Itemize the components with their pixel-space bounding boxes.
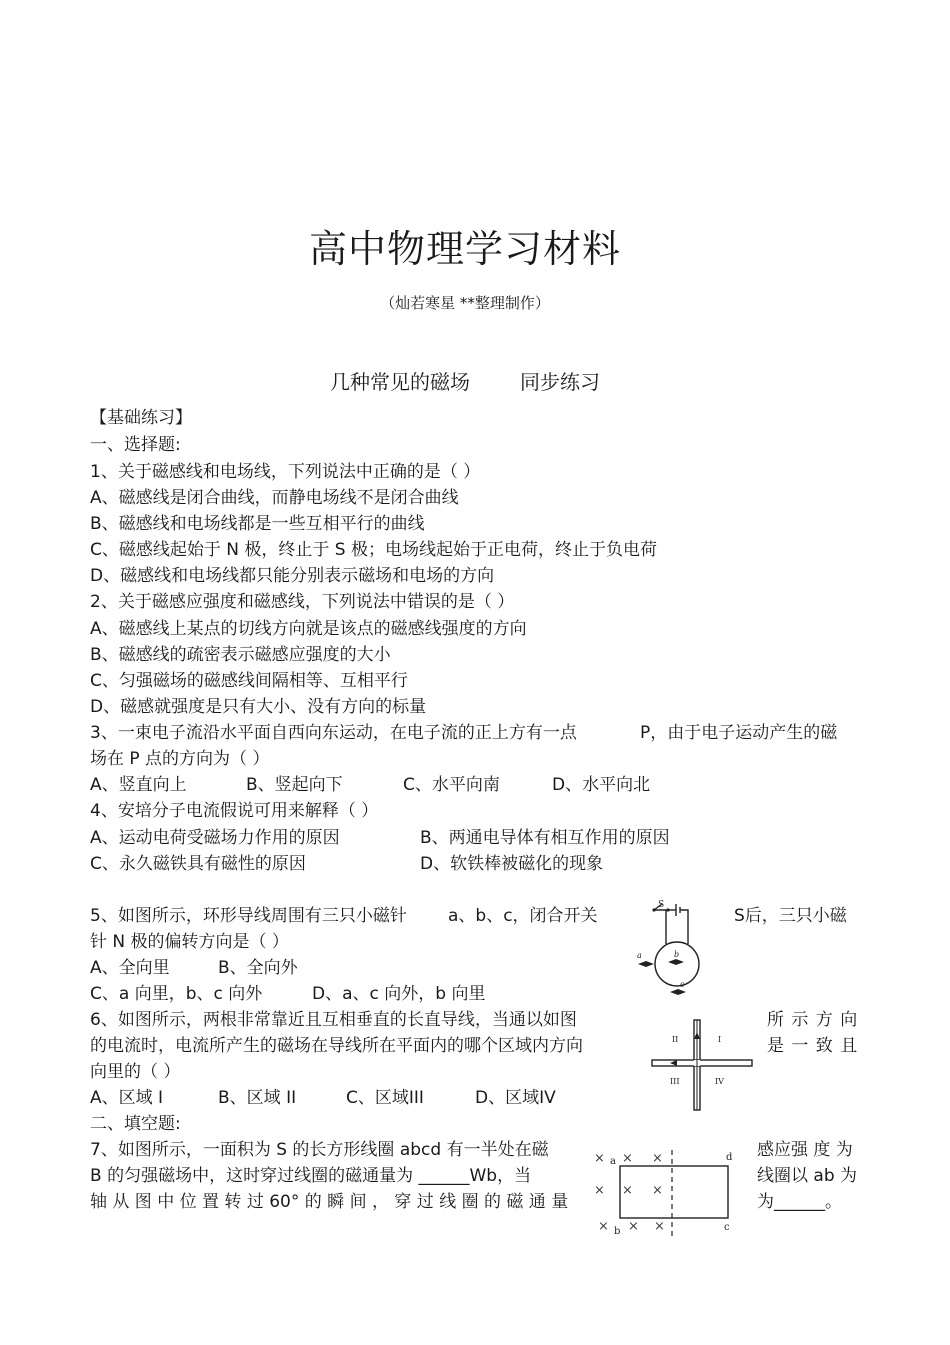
- corner-d-label: d: [726, 1152, 733, 1163]
- page-subtitle: （灿若寒星 **整理制作）: [380, 294, 550, 312]
- section-title-suffix: 同步练习: [520, 370, 600, 394]
- question-1-option-d: D、磁感线和电场线都只能分别表示磁场和电场的方向: [90, 566, 495, 586]
- needle-b-label: b: [674, 950, 680, 959]
- corner-a-label: a: [610, 1156, 616, 1167]
- question-5-line-1: 5、如图所示，环形导线周围有三只小磁针: [90, 906, 407, 926]
- question-1-option-a: A、磁感线是闭合曲线，而静电场线不是闭合曲线: [90, 488, 459, 508]
- coil-in-field-figure: [588, 1142, 748, 1242]
- question-4: 4、安培分子电流假说可用来解释（ ）: [90, 801, 379, 821]
- question-3-line-1: 3、一束电子流沿水平面自西向东运动，在电子流的正上方有一点: [90, 723, 577, 743]
- question-7-line-1: 7、如图所示，一面积为 S 的长方形线圈 abcd 有一半处在磁: [90, 1140, 549, 1160]
- question-2-option-b: B、磁感线的疏密表示磁感应强度的大小: [90, 645, 391, 665]
- question-4-option-a: A、运动电荷受磁场力作用的原因: [90, 828, 340, 848]
- field-cross-mark: ×: [598, 1219, 609, 1234]
- region-4-label: IV: [715, 1077, 724, 1086]
- field-cross-mark: ×: [622, 1151, 633, 1166]
- question-3-option-b: B、竖起向下: [246, 775, 343, 795]
- question-3-line-1-end: P，由于电子运动产生的磁: [640, 723, 838, 743]
- field-cross-mark: ×: [628, 1219, 639, 1234]
- question-5-line-1-end: S后，三只小磁: [734, 906, 847, 926]
- question-2-option-a: A、磁感线上某点的切线方向就是该点的磁感线强度的方向: [90, 619, 527, 639]
- question-4-option-d: D、软铁棒被磁化的现象: [420, 854, 604, 874]
- question-6-option-a: A、区域 I: [90, 1088, 164, 1108]
- question-2-option-c: C、匀强磁场的磁感线间隔相等、互相平行: [90, 671, 408, 691]
- corner-c-label: c: [724, 1222, 730, 1233]
- field-cross-mark: ×: [594, 1183, 605, 1198]
- field-cross-mark: ×: [594, 1151, 605, 1166]
- question-7-line-2-end: 线圈以 ab 为: [757, 1166, 858, 1186]
- question-6-line-2-end: 是 一 致 且: [767, 1036, 859, 1056]
- question-7-line-3: 轴 从 图 中 位 置 转 过 60° 的 瞬 间 ， 穿 过 线 圈 的 磁 通 量: [90, 1192, 569, 1212]
- question-5-line-1-mid: a、b、c，闭合开关: [448, 906, 598, 926]
- crossed-wires-figure: [648, 1016, 758, 1116]
- field-cross-mark: ×: [652, 1183, 663, 1198]
- switch-label: S: [658, 900, 665, 910]
- question-1-option-c: C、磁感线起始于 N 极，终止于 S 极；电场线起始于正电荷，终止于负电荷: [90, 540, 657, 560]
- needle-c-label: c: [680, 980, 685, 989]
- part-one-heading: 一、选择题:: [90, 435, 181, 455]
- question-3-option-d: D、水平向北: [552, 775, 651, 795]
- question-6-line-1-end: 所 示 方 向: [767, 1010, 859, 1030]
- section-title: 几种常见的磁场: [330, 370, 470, 394]
- section-label-jichu: 【基础练习】: [90, 408, 192, 428]
- question-5-option-c: C、a 向里，b、c 向外: [90, 984, 263, 1004]
- question-4-option-c: C、永久磁铁具有磁性的原因: [90, 854, 306, 874]
- question-6-option-b: B、区域 II: [218, 1088, 297, 1108]
- corner-b-label: b: [614, 1226, 621, 1237]
- question-5-option-b: B、全向外: [218, 958, 298, 978]
- question-3-line-2: 场在 P 点的方向为（ ）: [90, 749, 270, 769]
- question-1-option-b: B、磁感线和电场线都是一些互相平行的曲线: [90, 514, 425, 534]
- question-1: 1、关于磁感线和电场线，下列说法中正确的是（ ）: [90, 462, 481, 482]
- page-title: 高中物理学习材料: [308, 227, 621, 271]
- region-3-label: III: [670, 1077, 680, 1086]
- question-6-line-1: 6、如图所示，两根非常靠近且互相垂直的长直导线，当通以如图: [90, 1010, 577, 1030]
- question-7-line-2: B 的匀强磁场中，这时穿过线圈的磁通量为 ______Wb，当: [90, 1166, 532, 1186]
- question-6-option-d: D、区域IV: [475, 1088, 556, 1108]
- question-7-line-3-end: 为______。: [757, 1192, 842, 1212]
- region-2-label: II: [672, 1035, 679, 1044]
- needle-a-label: a: [637, 951, 642, 960]
- question-3-option-a: A、竖直向上: [90, 775, 187, 795]
- question-3-option-c: C、水平向南: [403, 775, 500, 795]
- question-6-line-2: 的电流时，电流所产生的磁场在导线所在平面内的哪个区域内方向: [90, 1036, 583, 1056]
- part-two-heading: 二、填空题:: [90, 1114, 181, 1134]
- region-1-label: I: [718, 1035, 722, 1044]
- question-5-option-a: A、全向里: [90, 958, 170, 978]
- question-7-line-1-end: 感应强 度 为: [757, 1140, 853, 1160]
- question-4-option-b: B、两通电导体有相互作用的原因: [420, 828, 670, 848]
- question-2-option-d: D、磁感就强度是只有大小、没有方向的标量: [90, 697, 427, 717]
- question-5-option-d: D、a、c 向外，b 向里: [312, 984, 486, 1004]
- ring-circuit-figure: [628, 896, 718, 1001]
- question-6-line-3: 向里的（ ）: [90, 1062, 181, 1082]
- field-cross-mark: ×: [622, 1183, 633, 1198]
- field-cross-mark: ×: [652, 1151, 663, 1166]
- question-2: 2、关于磁感应强度和磁感线，下列说法中错误的是（ ）: [90, 592, 515, 612]
- field-cross-mark: ×: [654, 1219, 665, 1234]
- question-5-line-2: 针 N 极的偏转方向是（ ）: [90, 932, 289, 952]
- question-6-option-c: C、区域III: [346, 1088, 424, 1108]
